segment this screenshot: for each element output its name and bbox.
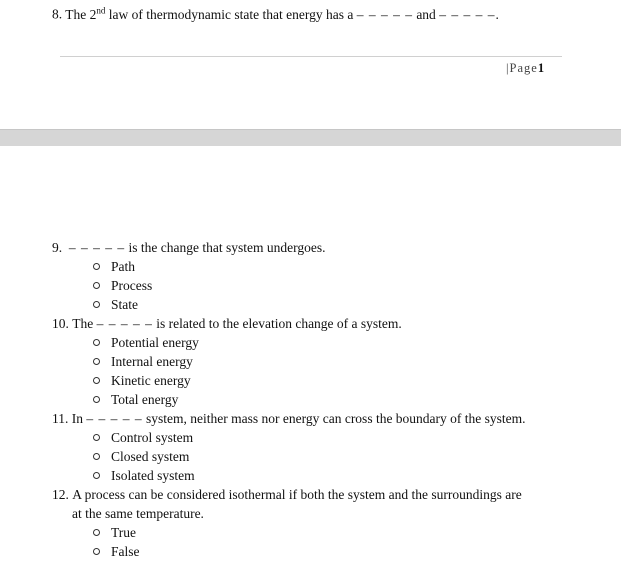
circle-bullet-icon (93, 453, 100, 460)
circle-bullet-icon (93, 358, 100, 365)
circle-bullet-icon (93, 282, 100, 289)
footer-divider (60, 56, 562, 57)
option-item[interactable]: Process (93, 278, 152, 294)
circle-bullet-icon (93, 377, 100, 384)
circle-bullet-icon (93, 434, 100, 441)
question-12-continuation: at the same temperature. (72, 506, 204, 521)
page-2 (0, 146, 621, 564)
question-10: 10. The – – – – – is related to the elevation change of a system. (52, 316, 402, 331)
question-12: 12. A process can be considered isothermal if both the system and the surroundings are (52, 487, 522, 502)
option-item[interactable]: True (93, 525, 136, 541)
option-item[interactable]: Closed system (93, 449, 189, 465)
option-item[interactable]: Control system (93, 430, 193, 446)
question-number: 8. (52, 6, 63, 22)
question-8 (52, 5, 499, 23)
option-item[interactable]: State (93, 297, 138, 313)
question-9: 9. – – – – – is the change that system undergoes. (52, 240, 326, 255)
circle-bullet-icon (93, 339, 100, 346)
option-item[interactable]: Isolated system (93, 468, 195, 484)
circle-bullet-icon (93, 529, 100, 536)
answer-blank: – – – – – (86, 411, 143, 426)
circle-bullet-icon (93, 396, 100, 403)
option-item[interactable]: Total energy (93, 392, 178, 408)
circle-bullet-icon (93, 472, 100, 479)
question-11: 11. In – – – – – system, neither mass nor energy can cross the boundary of the system. (52, 411, 526, 426)
question-text: The 2nd law of thermodynamic state that energy has a – – – – – and – – – – –. (65, 5, 499, 22)
option-item[interactable]: Kinetic energy (93, 373, 191, 389)
circle-bullet-icon (93, 301, 100, 308)
circle-bullet-icon (93, 263, 100, 270)
answer-blank: – – – – – (439, 6, 496, 22)
circle-bullet-icon (93, 548, 100, 555)
option-item[interactable]: Internal energy (93, 354, 193, 370)
option-item[interactable]: False (93, 544, 140, 560)
option-item[interactable]: Potential energy (93, 335, 199, 351)
answer-blank: – – – – – (356, 6, 413, 22)
answer-blank: – – – – – (68, 240, 126, 255)
page-number: |Page1 (506, 61, 546, 75)
answer-blank: – – – – – (96, 316, 153, 331)
option-item[interactable]: Path (93, 259, 135, 275)
